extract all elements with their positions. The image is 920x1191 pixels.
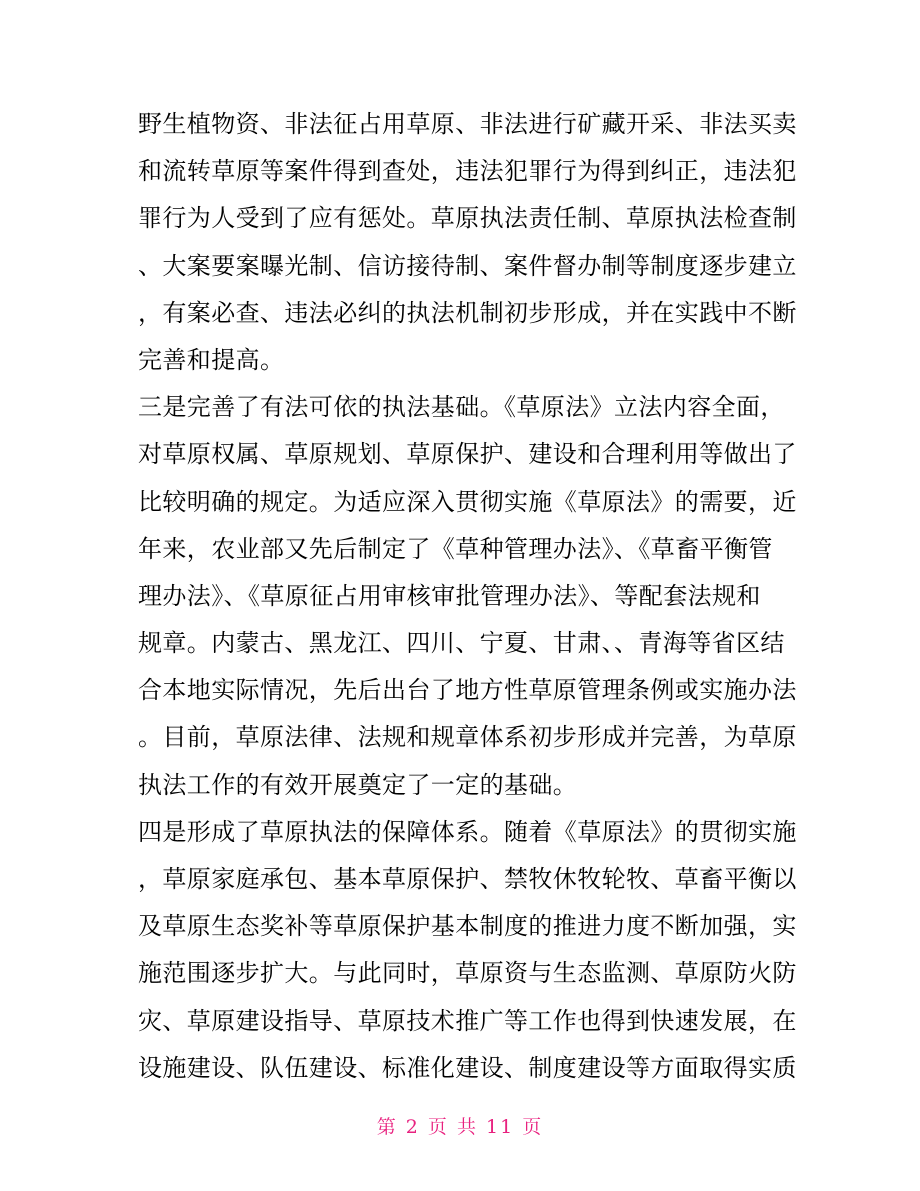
text-line: 。目前，草原法律、法规和规章体系初步形成并完善，为草原: [138, 723, 797, 752]
text-line: 对草原权属、草原规划、草原保护、建设和合理利用等做出了: [138, 440, 797, 469]
text-line: 理办法》、《草原征占用审核审批管理办法》、等配套法规和: [138, 581, 761, 610]
text-line: 完善和提高。: [138, 345, 285, 374]
text-line: 合本地实际情况，先后出台了地方性草原管理条例或实施办法: [138, 676, 797, 705]
text-line: 四是形成了草原执法的保障体系。随着《草原法》的贯彻实施: [138, 817, 797, 846]
text-line: 和流转草原等案件得到查处，违法犯罪行为得到纠正，违法犯: [138, 157, 797, 186]
text-line: 比较明确的规定。为适应深入贯彻实施《草原法》的需要，近: [138, 487, 797, 516]
document-body: [138, 101, 797, 1092]
text-line: 施范围逐步扩大。与此同时，草原资与生态监测、草原防火防: [138, 959, 797, 988]
text-line: 设施建设、队伍建设、标准化建设、制度建设等方面取得实质: [138, 1053, 797, 1082]
text-line: 罪行为人受到了应有惩处。草原执法责任制、草原执法检查制: [138, 204, 797, 233]
text-line: 规章。内蒙古、黑龙江、四川、宁夏、甘肃、、青海等省区结: [138, 629, 785, 658]
text-line: 及草原生态奖补等草原保护基本制度的推进力度不断加强，实: [138, 912, 797, 941]
text-line: 灾、草原建设指导、草原技术推广等工作也得到快速发展，在: [138, 1006, 797, 1035]
text-line: ，有案必查、违法必纠的执法机制初步形成，并在实践中不断: [138, 298, 797, 327]
page-number-footer: 第 2 页 共 11 页: [376, 1116, 544, 1138]
text-line: ，草原家庭承包、基本草原保护、禁牧休牧轮牧、草畜平衡以: [138, 865, 797, 893]
text-line: 野生植物资、非法征占用草原、非法进行矿藏开采、非法买卖: [138, 110, 797, 138]
text-line: 、大案要案曝光制、信访接待制、案件督办制等制度逐步建立: [138, 251, 797, 280]
text-line: 三是完善了有法可依的执法基础。《草原法》立法内容全面，: [138, 393, 785, 422]
text-line: 执法工作的有效开展奠定了一定的基础。: [138, 770, 578, 799]
text-line: 年来，农业部又先后制定了《草种管理办法》、《草畜平衡管: [138, 534, 773, 563]
